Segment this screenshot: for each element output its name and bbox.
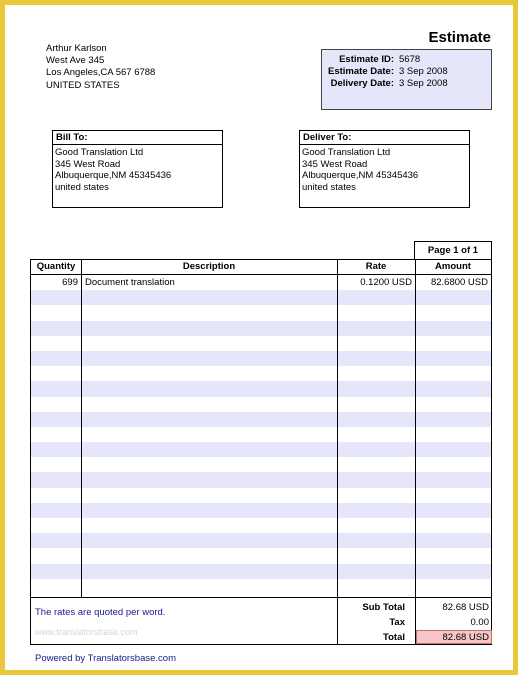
empty-cell — [31, 336, 81, 351]
empty-cell — [337, 336, 415, 351]
empty-table-row — [31, 564, 491, 579]
bill-to-street: 345 West Road — [55, 158, 121, 170]
empty-cell — [81, 397, 337, 412]
empty-cell — [415, 397, 491, 412]
empty-cell — [81, 518, 337, 533]
deliver-to-street: 345 West Road — [302, 158, 368, 170]
empty-cell — [337, 548, 415, 563]
delivery-date-value: 3 Sep 2008 — [399, 78, 448, 89]
empty-cell — [81, 548, 337, 563]
empty-cell — [415, 564, 491, 579]
total-label: Total — [383, 632, 405, 643]
watermark-text: www.translatorsbase.com — [35, 627, 138, 637]
empty-table-row — [31, 351, 491, 366]
empty-cell — [81, 351, 337, 366]
table-row — [31, 275, 491, 290]
empty-table-row — [31, 366, 491, 381]
rates-note: The rates are quoted per word. — [35, 607, 166, 618]
empty-cell — [415, 412, 491, 427]
subtotal-value: 82.68 USD — [442, 602, 489, 613]
table-header — [31, 260, 491, 275]
empty-cell — [337, 366, 415, 381]
empty-table-row — [31, 397, 491, 412]
empty-cell — [337, 321, 415, 336]
deliver-to-city: Albuquerque,NM 45345436 — [302, 170, 419, 182]
empty-cell — [415, 488, 491, 503]
cell-rate: 0.1200 USD — [360, 277, 412, 288]
empty-cell — [31, 351, 81, 366]
empty-table-row — [31, 548, 491, 563]
empty-cell — [81, 488, 337, 503]
seller-city: Los Angeles,CA 567 6788 — [46, 67, 156, 79]
cell-quantity: 699 — [62, 277, 78, 288]
empty-cell — [415, 442, 491, 457]
empty-cell — [81, 427, 337, 442]
bill-to-city: Albuquerque,NM 45345436 — [55, 170, 172, 182]
powered-by-link[interactable]: Powered by Translatorsbase.com — [35, 653, 176, 664]
empty-cell — [337, 381, 415, 396]
empty-cell — [337, 579, 415, 594]
empty-cell — [337, 488, 415, 503]
empty-cell — [415, 518, 491, 533]
empty-cell — [31, 548, 81, 563]
seller-address — [46, 43, 155, 92]
empty-cell — [31, 472, 81, 487]
header-amount: Amount — [435, 261, 471, 272]
deliver-to-name: Good Translation Ltd — [302, 147, 391, 158]
empty-table-row — [31, 290, 491, 305]
bill-to-name: Good Translation Ltd — [55, 147, 144, 158]
bill-to-box — [52, 130, 223, 208]
empty-table-row — [31, 533, 491, 548]
estimate-id-value: 5678 — [399, 54, 421, 65]
empty-cell — [81, 472, 337, 487]
empty-cell — [415, 366, 491, 381]
empty-table-row — [31, 321, 491, 336]
delivery-date-label: Delivery Date: — [330, 78, 394, 89]
empty-cell — [415, 503, 491, 518]
empty-table-row — [31, 427, 491, 442]
estimate-meta-box — [321, 49, 492, 110]
empty-cell — [31, 366, 81, 381]
empty-cell — [31, 457, 81, 472]
seller-country: UNITED STATES — [46, 79, 120, 91]
estimate-page — [5, 5, 513, 670]
empty-cell — [81, 579, 337, 594]
empty-cell — [31, 381, 81, 396]
deliver-to-country: united states — [302, 182, 356, 194]
empty-cell — [31, 442, 81, 457]
empty-cell — [81, 321, 337, 336]
empty-table-row — [31, 412, 491, 427]
total-value: 82.68 USD — [442, 632, 489, 643]
totals-footer — [30, 597, 492, 645]
empty-cell — [31, 488, 81, 503]
tax-label: Tax — [389, 617, 405, 628]
empty-cell — [337, 518, 415, 533]
empty-cell — [31, 518, 81, 533]
table-body — [31, 275, 491, 594]
estimate-date-label: Estimate Date: — [328, 66, 394, 77]
empty-cell — [415, 427, 491, 442]
empty-cell — [337, 290, 415, 305]
empty-table-row — [31, 488, 491, 503]
empty-cell — [81, 503, 337, 518]
empty-cell — [415, 472, 491, 487]
empty-table-row — [31, 503, 491, 518]
empty-table-row — [31, 472, 491, 487]
header-rate: Rate — [365, 261, 387, 272]
empty-table-row — [31, 381, 491, 396]
document-title: Estimate — [428, 29, 491, 46]
empty-table-row — [31, 457, 491, 472]
empty-cell — [337, 533, 415, 548]
estimate-date-value: 3 Sep 2008 — [399, 66, 448, 77]
column-divider — [415, 260, 416, 597]
empty-cell — [337, 351, 415, 366]
empty-cell — [415, 548, 491, 563]
bill-to-heading: Bill To: — [53, 131, 222, 145]
empty-table-row — [31, 579, 491, 594]
subtotal-label: Sub Total — [362, 602, 405, 613]
empty-cell — [81, 533, 337, 548]
empty-cell — [337, 412, 415, 427]
header-quantity: Quantity — [36, 261, 76, 272]
cell-amount: 82.6800 USD — [430, 277, 488, 288]
empty-cell — [415, 579, 491, 594]
empty-cell — [415, 533, 491, 548]
header-description: Description — [182, 261, 236, 272]
empty-cell — [337, 457, 415, 472]
page-indicator: Page 1 of 1 — [414, 241, 492, 260]
empty-cell — [31, 533, 81, 548]
empty-cell — [415, 381, 491, 396]
empty-cell — [337, 564, 415, 579]
bill-to-country: united states — [55, 182, 109, 194]
empty-cell — [337, 503, 415, 518]
deliver-to-box — [299, 130, 470, 208]
empty-cell — [337, 397, 415, 412]
empty-cell — [415, 290, 491, 305]
line-items-table — [30, 259, 492, 598]
tax-value: 0.00 — [470, 617, 489, 628]
empty-cell — [31, 305, 81, 320]
empty-table-row — [31, 336, 491, 351]
empty-cell — [31, 564, 81, 579]
empty-cell — [415, 321, 491, 336]
empty-cell — [31, 503, 81, 518]
empty-cell — [81, 412, 337, 427]
empty-cell — [31, 397, 81, 412]
empty-cell — [81, 305, 337, 320]
empty-cell — [415, 336, 491, 351]
seller-name: Arthur Karlson — [46, 43, 107, 54]
empty-cell — [31, 412, 81, 427]
empty-cell — [81, 336, 337, 351]
deliver-to-heading: Deliver To: — [300, 131, 469, 145]
empty-cell — [31, 427, 81, 442]
cell-description: Document translation — [85, 277, 175, 288]
empty-cell — [31, 321, 81, 336]
empty-table-row — [31, 305, 491, 320]
empty-cell — [337, 305, 415, 320]
seller-street: West Ave 345 — [46, 55, 105, 67]
empty-cell — [415, 457, 491, 472]
empty-cell — [81, 290, 337, 305]
empty-cell — [81, 366, 337, 381]
estimate-id-label: Estimate ID: — [339, 54, 394, 65]
empty-cell — [81, 564, 337, 579]
empty-table-row — [31, 442, 491, 457]
empty-cell — [31, 290, 81, 305]
empty-cell — [337, 442, 415, 457]
empty-cell — [337, 427, 415, 442]
empty-table-row — [31, 518, 491, 533]
column-divider — [81, 260, 82, 597]
empty-cell — [81, 381, 337, 396]
empty-cell — [415, 305, 491, 320]
empty-cell — [81, 442, 337, 457]
empty-cell — [415, 351, 491, 366]
empty-cell — [337, 472, 415, 487]
empty-cell — [81, 457, 337, 472]
column-divider — [337, 260, 338, 597]
empty-cell — [31, 579, 81, 594]
